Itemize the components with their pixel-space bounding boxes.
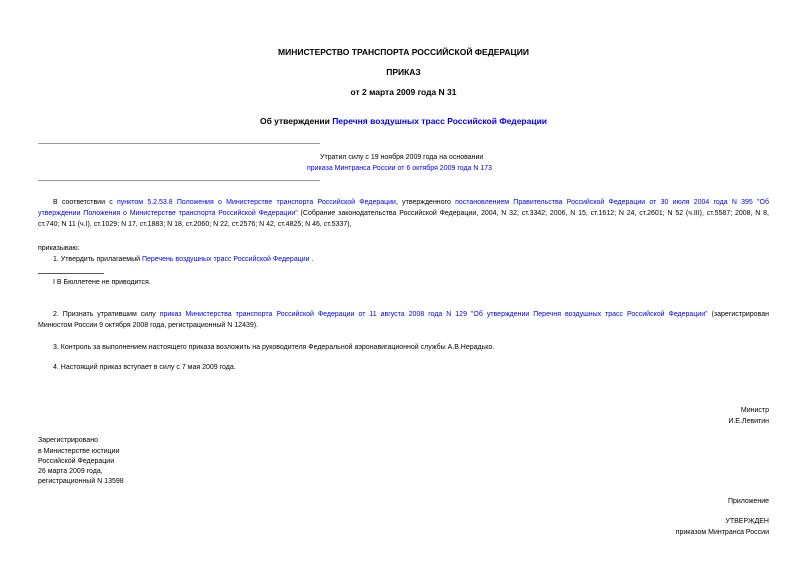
- link-airways-list[interactable]: Перечень воздушных трасс Российской Федерации: [141, 256, 310, 263]
- link-government-decree[interactable]: постановлением Правительства Российской Федерации от 30 июля 2004 года N 395 "Об: [455, 199, 769, 206]
- signature-position: Министр: [740, 407, 769, 414]
- lapse-link[interactable]: приказа Минтранса России от 6 октября 2009 года N 173: [307, 165, 493, 172]
- link-regulation-clause[interactable]: пунктом 5.2.53.8 Положения о Министерстве транспорта Российской Федерации: [116, 199, 396, 206]
- document-date-number: от 2 марта 2009 года N 31: [350, 87, 457, 97]
- registration-line: Зарегистрировано: [38, 437, 98, 444]
- registration-line: Российской Федерации: [38, 458, 115, 465]
- appendix-label: Приложение: [727, 498, 769, 505]
- preamble-paragraph: [38, 197, 769, 230]
- registration-line: 26 марта 2009 года,: [38, 468, 103, 475]
- preamble-line-2: утверждении Положения о Министерстве транспорта Российской Федерации" (Собрание законодательства Российской Федерации, 2004, N 32, ст.3342; 2006, N 15, ст.1612; N 24, ст.2601; N 52 (ч.III), ст.5587; 2008, N 8,: [38, 210, 769, 217]
- document-title: [0, 116, 807, 126]
- title-prefix: Об утверждении: [259, 116, 333, 126]
- item-2-line-1: 2. Признать утратившим силу приказ Министерства транспорта Российской Федерации от 11 августа 2008 года N 129 "Об утверждении Перечня воздушных трасс Российской Федерации" (зарегистрирован: [53, 311, 769, 318]
- item-4: 4. Настоящий приказ вступает в силу с 7 мая 2009 года.: [53, 364, 236, 371]
- top-rule: [38, 143, 320, 144]
- item-2-line-2: Минюстом России 9 октября 2008 года, регистрационный N 12439).: [38, 322, 259, 329]
- title-link[interactable]: Перечня воздушных трасс Российской Федерации: [332, 116, 548, 126]
- document-type: ПРИКАЗ: [386, 67, 421, 77]
- item-2: [38, 309, 769, 331]
- appendix-approved: УТВЕРЖДЕН: [725, 518, 769, 525]
- preamble-line-3: ст.740; N 11 (ч.I), ст.1029; N 17, ст.1883; N 18, ст.2060; N 22, ст.2576; N 42, ст.4825; N 46, ст.5337),: [38, 221, 352, 228]
- footnote: I В Бюллетене не приводится.: [53, 279, 151, 286]
- footnote-marker: I: [53, 279, 55, 286]
- link-repealed-order[interactable]: приказ Министерства транспорта Российской Федерации от 11 августа 2008 года N 129 "Об утверждении Перечня воздушных трасс Российской Федерации": [159, 311, 708, 318]
- link-government-decree-cont[interactable]: утверждении Положения о Министерстве транспорта Российской Федерации": [38, 210, 298, 217]
- registration-line: в Министерстве юстиции: [38, 448, 120, 455]
- preamble-line-1: В соответствии с пунктом 5.2.53.8 Положения о Министерстве транспорта Российской Федерации, утвержденного постановлением Правительства Российской Федерации от 30 июля 2004 года N 395 "Об: [53, 199, 769, 206]
- lapse-notice: Утратил силу с 19 ноября 2009 года на основании: [320, 154, 484, 161]
- ministry-heading: МИНИСТЕРСТВО ТРАНСПОРТА РОССИЙСКОЙ ФЕДЕРАЦИИ: [278, 47, 529, 57]
- bottom-rule: [38, 180, 320, 181]
- item-3: 3. Контроль за выполнением настоящего приказа возложить на руководителя Федеральной аэронавигационной службы А.В.Нерадько.: [53, 344, 495, 351]
- signature-name: И.Е.Левитин: [728, 418, 769, 425]
- item-1: 1. Утвердить прилагаемый Перечень воздушных трасс Российской Федерации .: [53, 256, 314, 263]
- order-word: приказываю:: [38, 245, 80, 252]
- registration-line: регистрационный N 13598: [38, 478, 124, 485]
- footnote-rule: [38, 273, 104, 274]
- appendix-by-order: приказом Минтранса России: [675, 529, 769, 536]
